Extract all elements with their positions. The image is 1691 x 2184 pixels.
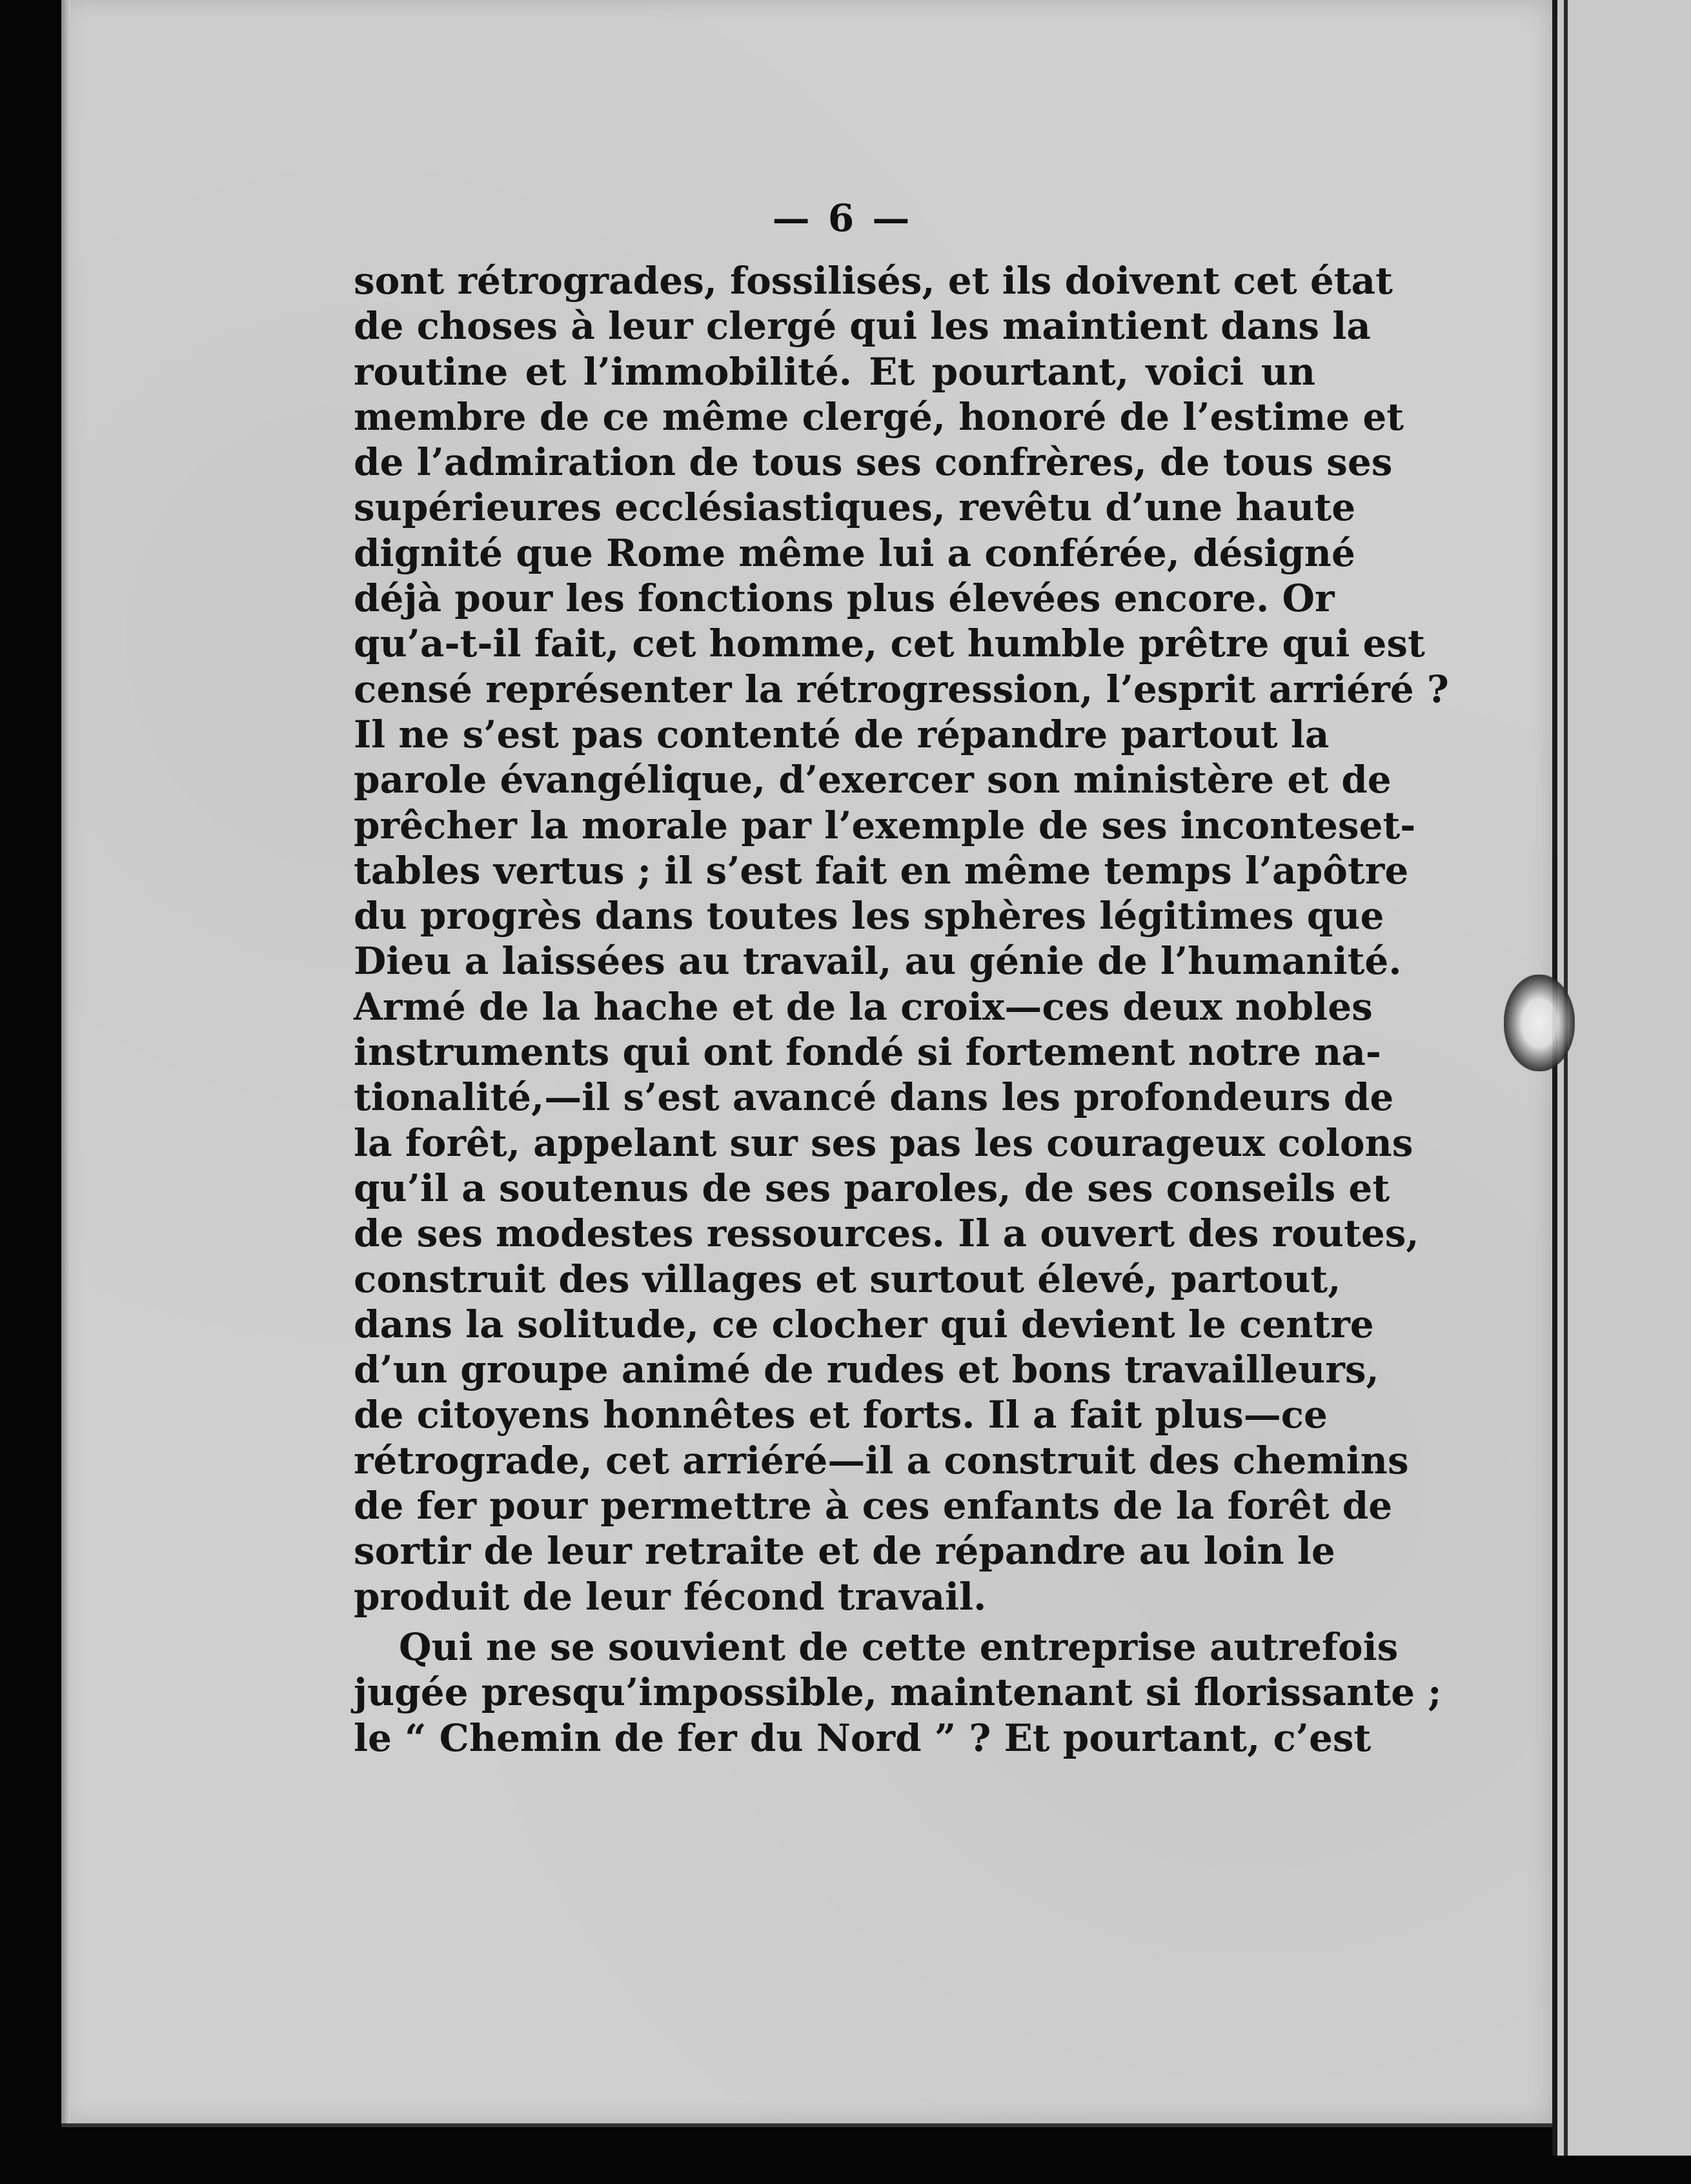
text-line: de fer pour permettre à ces enfants de la forêt de xyxy=(354,1484,1393,1528)
text-line: Il ne s’est pas contenté de répandre partout la xyxy=(354,712,1330,756)
page-number: — 6 — xyxy=(772,196,913,240)
binding-thread-mark xyxy=(1504,975,1575,1071)
text-line: sortir de leur retraite et de répandre au loin le xyxy=(354,1529,1335,1573)
text-line: la forêt, appelant sur ses pas les courageux colons xyxy=(354,1120,1413,1165)
text-line: Armé de la hache et de la croix—ces deux nobles xyxy=(354,984,1373,1029)
text-line: routine et l’immobilité. Et pourtant, voici un xyxy=(354,349,1315,394)
text-line: dans la solitude, ce clocher qui devient le centre xyxy=(354,1302,1374,1346)
text-line: le “ Chemin de fer du Nord ” ? Et pourtant, c’est xyxy=(354,1715,1372,1760)
text-line: prêcher la morale par l’exemple de ses inconteset- xyxy=(354,803,1416,847)
text-line: instruments qui ont fondé si fortement notre na- xyxy=(354,1030,1381,1075)
page-shadow-edge xyxy=(61,0,70,2123)
text-line: censé représenter la rétrogression, l’esprit arriéré ? xyxy=(354,667,1449,711)
text-line: supérieures ecclésiastiques, revêtu d’une haute xyxy=(354,485,1356,530)
text-line: construit des villages et surtout élevé, partout, xyxy=(354,1257,1341,1301)
text-line: de choses à leur clergé qui les maintient dans la xyxy=(354,304,1371,349)
text-line: tables vertus ; il s’est fait en même temps l’apôtre xyxy=(354,848,1409,893)
text-line: produit de leur fécond travail. xyxy=(354,1574,987,1619)
text-line: membre de ce même clergé, honoré de l’estime et xyxy=(354,394,1404,439)
text-line: déjà pour les fonctions plus élevées encore. Or xyxy=(354,576,1335,621)
text-line: qu’a-t-il fait, cet homme, cet humble prêtre qui est xyxy=(354,622,1425,666)
text-line: qu’il a soutenus de ses paroles, de ses conseils et xyxy=(354,1166,1390,1210)
text-line: de ses modestes ressources. Il a ouvert des routes, xyxy=(354,1211,1419,1256)
text-line: tionalité,—il s’est avancé dans les profondeurs de xyxy=(354,1075,1394,1120)
binding-fold xyxy=(1564,0,1568,2156)
adjacent-page-edge xyxy=(1552,0,1691,2156)
text-line: jugée presqu’impossible, maintenant si florissante ; xyxy=(354,1670,1442,1715)
text-line: Dieu a laissées au travail, au génie de l’humanité. xyxy=(354,939,1402,984)
text-line: sont rétrogrades, fossilisés, et ils doivent cet état xyxy=(354,259,1393,303)
paragraph-2 xyxy=(354,1624,1442,1761)
body-text xyxy=(354,258,1449,1761)
text-line: rétrograde, cet arriéré—il a construit des chemins xyxy=(354,1438,1409,1482)
paragraph-1 xyxy=(354,258,1449,1619)
text-line: de l’admiration de tous ses confrères, de tous ses xyxy=(354,440,1393,485)
text-line: Qui ne se souvient de cette entreprise autrefois xyxy=(399,1624,1399,1669)
text-line: du progrès dans toutes les sphères légitimes que xyxy=(354,894,1384,938)
text-line: d’un groupe animé de rudes et bons travailleurs, xyxy=(354,1348,1379,1392)
paragraph-gap xyxy=(354,1619,1315,1624)
text-line: de citoyens honnêtes et forts. Il a fait plus—ce xyxy=(354,1393,1328,1437)
text-line: parole évangélique, d’exercer son ministère et de xyxy=(354,758,1392,802)
text-line: dignité que Rome même lui a conférée, désigné xyxy=(354,531,1355,575)
